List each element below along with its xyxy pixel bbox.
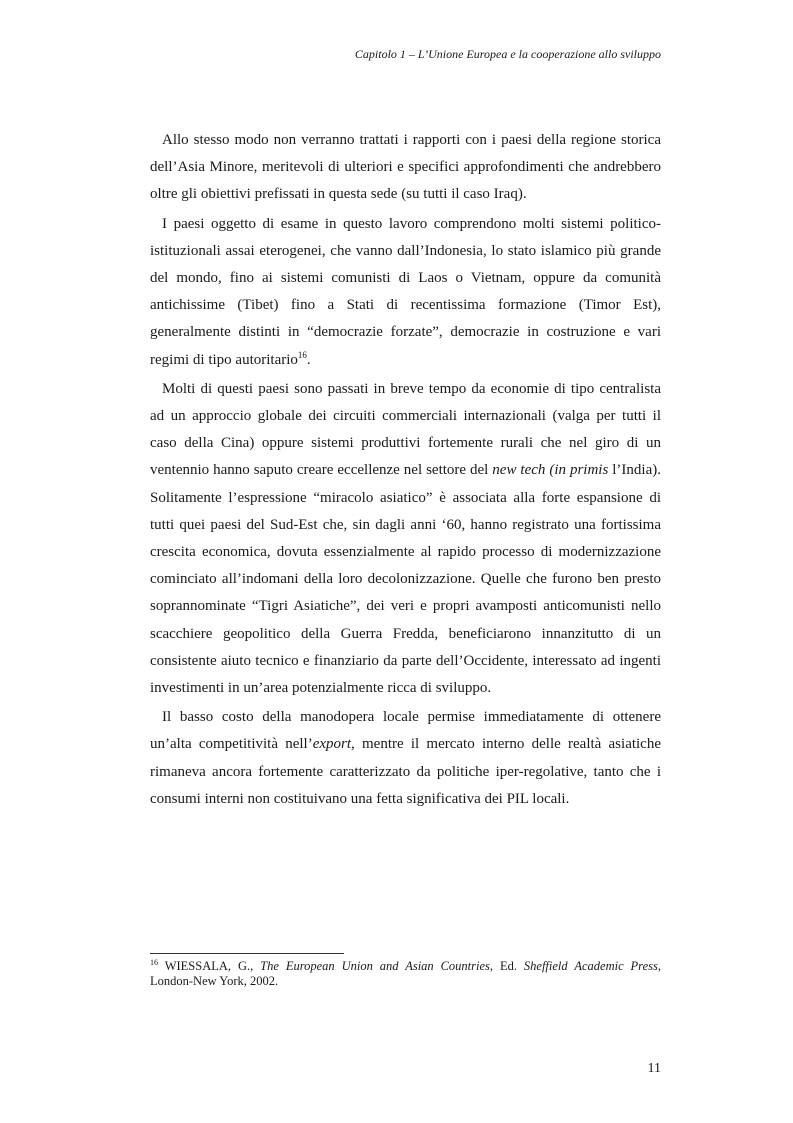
footnote-publisher: Sheffield Academic Press [523, 959, 658, 973]
paragraph-3-text-c: l’India). Solitamente l’espressione “miracolo asiatico” è associata alla forte espansione di tutti quei paesi del Sud-Est che, sin dagli anni ‘60, hanno registrato una fortissima crescita economica, dovuta essenzialmente al rapido processo di modernizzazione cominciato all’indomani della loro decolonizzazione. Quelle che furono ben presto soprannominate “Tigri Asiatiche”, dei veri e propri avamposti anticomunisti nello scacchiere geopolitico della Guerra Fredda, beneficiarono innanzitutto di un consistente aiuto tecnico e finanziario da parte dell’Occidente, interessato ad ingenti investimenti in un’area potenzialmente ricca di sviluppo. [150, 462, 661, 697]
running-header: Capitolo 1 – L’Unione Europea e la cooperazione allo sviluppo [354, 47, 661, 61]
paragraph-3-italic: new tech (in primis [492, 462, 609, 479]
footnote-divider [150, 953, 344, 954]
paragraph-4-italic: export [312, 736, 352, 753]
footnote-rest: , London-New York, 2002. [150, 959, 661, 988]
footnote-author: WIESSALA, G., [158, 959, 261, 973]
paragraph-4-text-a: Il basso costo della manodopera locale permise immediatamente di ottenere un’alta competitività nell’ [150, 709, 661, 753]
paragraph-2-text: I paesi oggetto di esame in questo lavoro comprendono molti sistemi politico-istituzionali assai eterogenei, che vanno dall’Indonesia, lo stato islamico più grande del mondo, fino ai sistemi comunisti di Laos o Vietnam, oppure da comunità antichissime (Tibet) fino a Stati di recentissima formazione (Timor Est), generalmente distinti in “democrazie forzate”, democrazie in costruzione e vari regimi di tipo autoritario [150, 215, 661, 368]
paragraph-4 [150, 704, 661, 813]
footnote-ed: , Ed. [489, 959, 524, 973]
paragraph-3-text-a: Molti di questi paesi sono passati in breve tempo da economie di tipo centralista ad un approccio globale dei circuiti commerciali internazionali (valga per tutti il caso della Cina) oppure sistemi produttivi fortemente rurali che nel giro di un ventennio hanno saputo creare eccellenze nel settore del [150, 380, 661, 479]
footnote [150, 959, 661, 989]
paragraph-2-end: . [306, 351, 311, 368]
footnote-title: The European Union and Asian Countries [260, 959, 490, 973]
body-text [150, 127, 661, 815]
paragraph-4-text-c: , mentre il mercato interno delle realtà asiatiche rimaneva ancora fortemente caratterizzato da politiche iper-regolative, tanto che i consumi interni non costituivano una fetta significativa dei PIL locali. [150, 736, 661, 807]
paragraph-2 [150, 211, 661, 374]
footnote-number: 16 [150, 958, 158, 967]
page-number: 11 [647, 1061, 661, 1076]
footnote-reference[interactable]: 16 [297, 349, 307, 360]
paragraph-3 [150, 376, 661, 702]
paragraph-1: Allo stesso modo non verranno trattati i rapporti con i paesi della regione storica dell’Asia Minore, meritevoli di ulteriori e specifici approfondimenti che andrebbero oltre gli obiettivi prefissati in questa sede (su tutti il caso Iraq). [150, 132, 661, 203]
